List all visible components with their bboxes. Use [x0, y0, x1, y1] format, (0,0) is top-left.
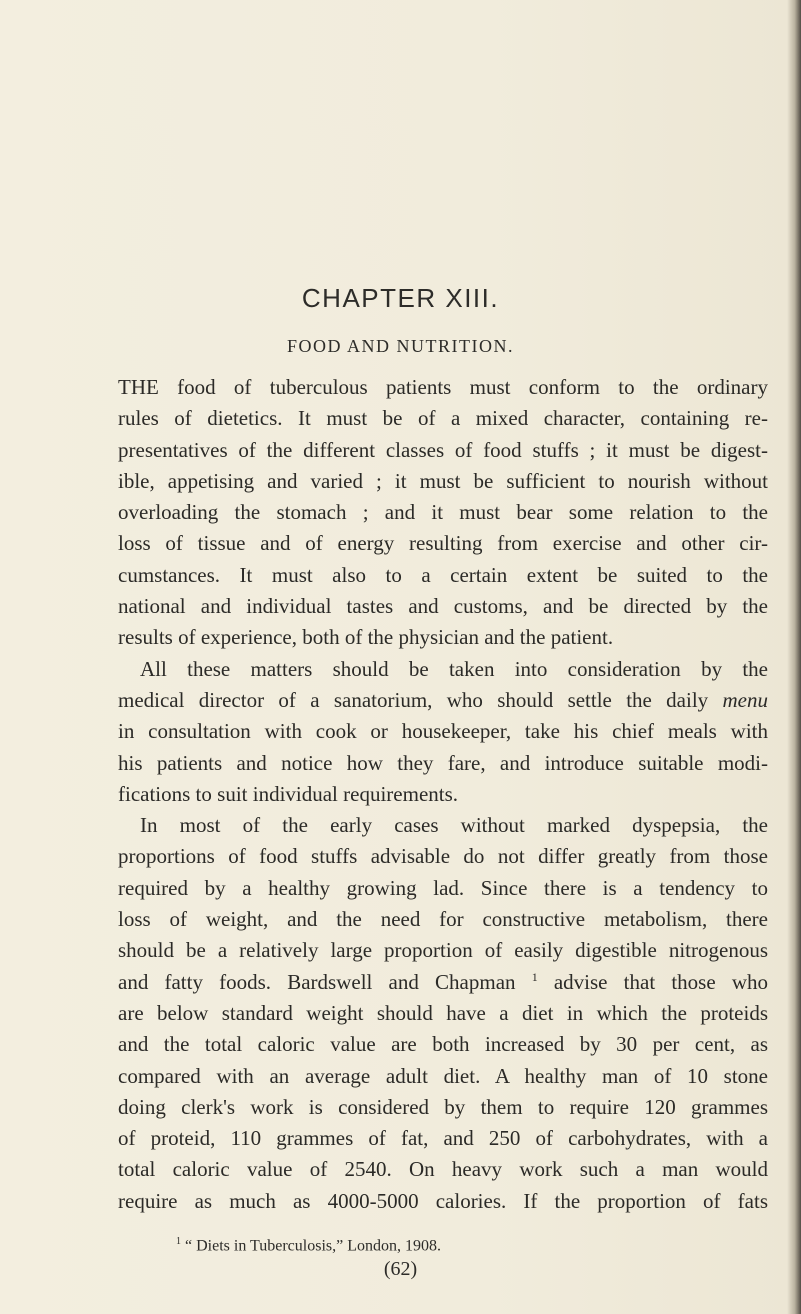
- chapter-subtitle: FOOD AND NUTRITION.: [287, 336, 514, 356]
- text-line: [118, 967, 768, 998]
- text-line: and the total caloric value are both increased by 30 per cent, as: [118, 1032, 768, 1057]
- text-line: presentatives of the different classes of food stuffs ; it must be digest-: [118, 437, 768, 462]
- text-line: required by a healthy growing lad. Since there is a tendency to: [118, 875, 768, 900]
- text-line: loss of weight, and the need for constructive metabolism, there: [118, 907, 768, 932]
- italic-word-menu: menu: [722, 687, 768, 712]
- text-line: compared with an average adult diet. A healthy man of 10 stone: [118, 1063, 768, 1088]
- text-line: of proteid, 110 grammes of fat, and 250 of carbohydrates, with a: [118, 1126, 768, 1151]
- text-line: All these matters should be taken into consideration by the: [140, 656, 768, 681]
- text-line: In most of the early cases without marked dyspepsia, the: [140, 813, 768, 838]
- text-line: doing clerk's work is considered by them to require 120 grammes: [118, 1094, 768, 1119]
- text-line: national and individual tastes and customs, and be directed by the: [118, 594, 768, 619]
- text-segment: advise that those who: [553, 969, 768, 994]
- text-line: THE food of tuberculous patients must conform to the ordinary: [118, 375, 768, 399]
- text-line: results of experience, both of the physician and the patient.: [118, 625, 614, 650]
- text-line: his patients and notice how they fare, and introduce suitable modi-: [118, 750, 768, 775]
- footnote-text: “ Diets in Tuberculosis,” London, 1908.: [185, 1237, 441, 1255]
- text-line: overloading the stomach ; and it must bear some relation to the: [118, 500, 768, 525]
- text-line: loss of tissue and of energy resulting from exercise and other cir-: [118, 531, 768, 556]
- text-line: fications to suit individual requirements.: [118, 781, 459, 806]
- text-line: proportions of food stuffs advisable do not differ greatly from those: [118, 844, 768, 869]
- page-edge-shadow: [787, 0, 801, 1314]
- text-line: rules of dietetics. It must be of a mixed character, containing re-: [118, 406, 768, 431]
- text-line: are below standard weight should have a diet in which the proteids: [118, 1000, 768, 1025]
- footnote: [176, 1236, 441, 1255]
- text-line: [118, 685, 768, 716]
- text-line: ible, appetising and varied ; it must be sufficient to nourish without: [118, 468, 768, 493]
- text-line: cumstances. It must also to a certain extent be suited to the: [118, 562, 768, 587]
- text-line: require as much as 4000-5000 calories. If the proportion of fats: [118, 1188, 768, 1213]
- chapter-title: CHAPTER XIII.: [301, 283, 500, 313]
- text-line: should be a relatively large proportion of easily digestible nitrogenous: [118, 938, 768, 963]
- text-segment: medical director of a sanatorium, who should settle the daily: [118, 687, 709, 712]
- text-line: total caloric value of 2540. On heavy work such a man would: [118, 1157, 768, 1182]
- page-number: (62): [383, 1258, 418, 1280]
- footnote-marker: 1: [176, 1236, 181, 1247]
- text-line: in consultation with cook or housekeeper, take his chief meals with: [118, 719, 768, 744]
- footnote-reference: 1: [531, 969, 538, 984]
- body-text: [118, 372, 768, 1217]
- text-segment: and fatty foods. Bardswell and Chapman: [118, 969, 516, 994]
